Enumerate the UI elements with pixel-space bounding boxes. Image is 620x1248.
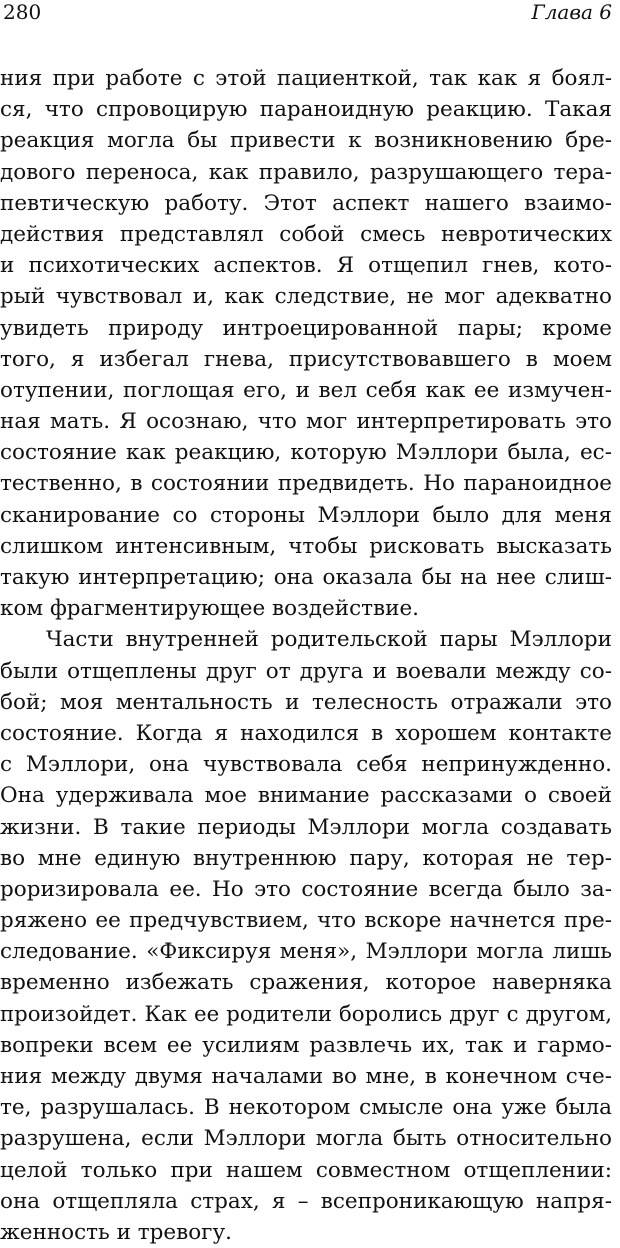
- chapter-title: Глава 6: [531, 0, 612, 24]
- text-line: такую интерпретацию; она оказала бы на нее слиш-: [0, 565, 612, 590]
- page-number: 280: [3, 0, 42, 24]
- text-line: роризировала ее. Но это состояние всегда было за-: [0, 876, 612, 902]
- text-line: во мне единую внутреннюю пару, которая не тер-: [0, 845, 612, 871]
- text-line: вопреки всем ее усилиям развлечь их, так и гармо-: [0, 1032, 612, 1058]
- text-line: слишком интенсивным, чтобы рисковать высказать: [0, 533, 612, 559]
- text-line: действия представлял собой смесь невротических: [0, 221, 612, 247]
- text-line: ния при работе с этой пациенткой, так как я боял-: [0, 66, 612, 91]
- text-line: жизни. В такие периоды Мэллори могла создавать: [0, 814, 612, 840]
- text-line: женность и тревогу.: [0, 1219, 232, 1245]
- text-line: певтическую работу. Этот аспект нашего взаимо-: [0, 190, 612, 216]
- text-line: сканирование со стороны Мэллори было для меня: [0, 502, 612, 528]
- body-text: [0, 63, 612, 1248]
- text-line: бой; моя ментальность и телесность отражали это: [0, 689, 612, 715]
- text-line: тественно, в состоянии предвидеть. Но параноидное: [0, 471, 612, 497]
- text-line: состояние. Когда я находился в хорошем контакте: [0, 720, 612, 746]
- text-line: были отщеплены друг от друга и воевали между со-: [0, 658, 612, 684]
- text-line: реакция могла бы привести к возникновению бре-: [0, 128, 612, 154]
- text-line: увидеть природу интроецированной пары; кроме: [0, 315, 612, 341]
- text-line: и психотических аспектов. Я отщепил гнев, кото-: [0, 253, 612, 279]
- text-line: состояние как реакцию, которую Мэллори была, ес-: [0, 440, 612, 466]
- text-line: разрушена, если Мэллори могла быть относительно: [0, 1126, 612, 1152]
- text-line: временно избежать сражения, которое наверняка: [0, 970, 612, 996]
- text-line: того, я избегал гнева, присутствовавшего в моем: [0, 346, 612, 372]
- running-header: [0, 0, 612, 30]
- text-line: дового переноса, как правило, разрушающего тера-: [0, 159, 612, 185]
- text-line: произойдет. Как ее родители боролись друг с другом,: [0, 1001, 612, 1027]
- text-line: ния между двумя началами во мне, в конечном сче-: [0, 1064, 612, 1089]
- text-line: рый чувствовал и, как следствие, не мог адекватно: [0, 284, 612, 310]
- text-line: целой только при нашем совместном отщеплении:: [0, 1157, 612, 1183]
- paragraph-first-line: Части внутренней родительской пары Мэллори: [46, 627, 612, 653]
- text-line: Она удерживала мое внимание рассказами о своей: [0, 783, 612, 809]
- text-line: ряжено ее предчувствием, что вскоре начнется пре-: [0, 908, 612, 934]
- text-line: следование. «Фиксируя меня», Мэллори могла лишь: [0, 939, 612, 965]
- text-line: ся, что спровоцирую параноидную реакцию. Такая: [0, 97, 612, 123]
- text-line: она отщепляла страх, я – всепроникающую напря-: [0, 1188, 612, 1214]
- text-line: отупении, поглощая его, и вел себя как ее измучен-: [0, 377, 612, 403]
- text-line: те, разрушалась. В некотором смысле она уже была: [0, 1095, 612, 1121]
- text-line: ная мать. Я осознаю, что мог интерпретировать это: [0, 409, 612, 435]
- text-line: ком фрагментирующее воздействие.: [0, 596, 420, 622]
- text-line: с Мэллори, она чувствовала себя непринужденно.: [0, 752, 612, 778]
